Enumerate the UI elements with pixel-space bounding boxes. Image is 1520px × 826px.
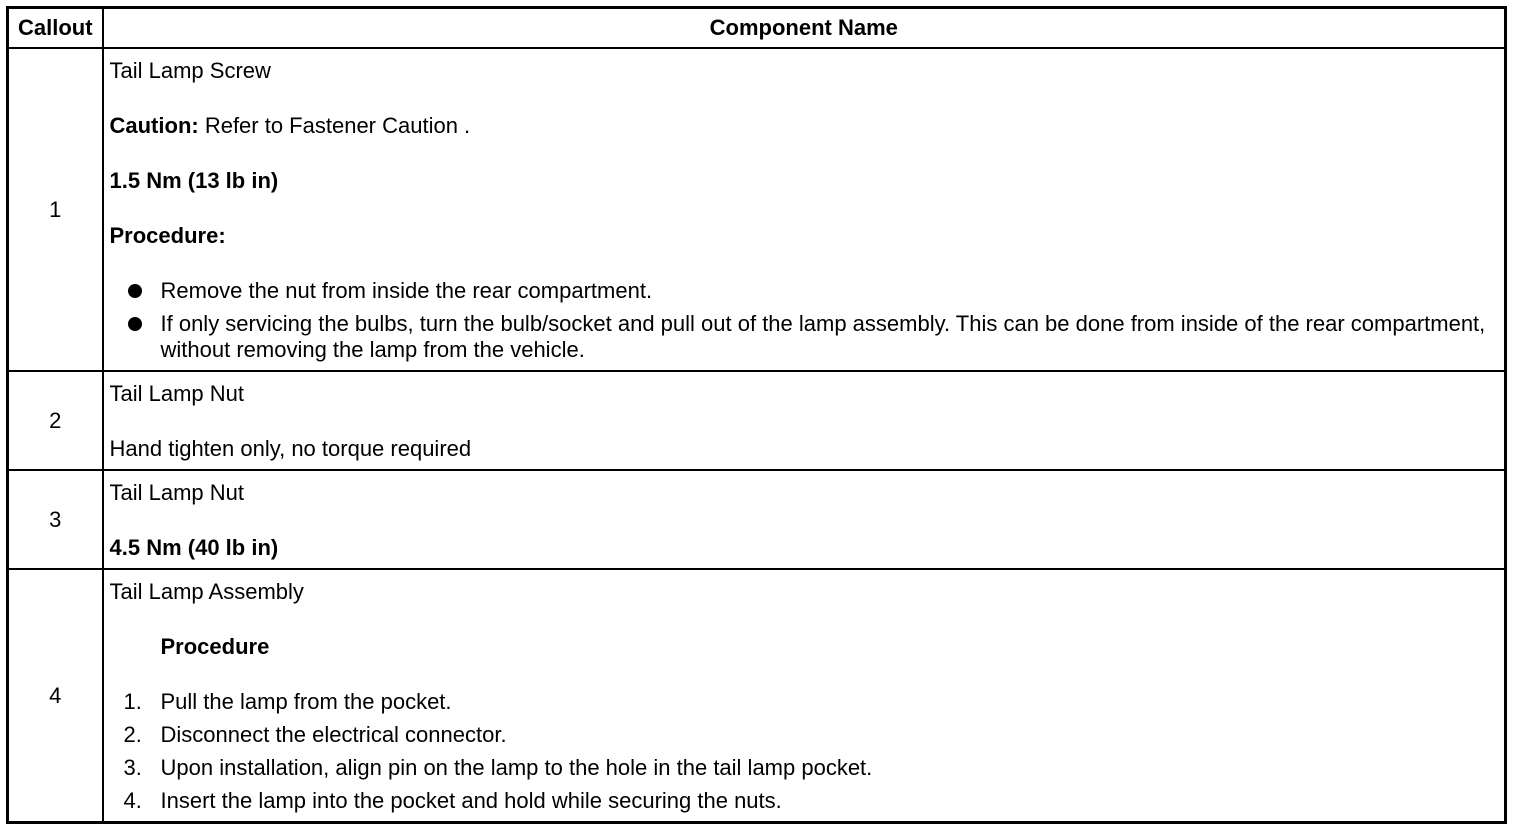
list-item bbox=[110, 311, 1499, 363]
procedure-label: Procedure bbox=[160, 634, 270, 659]
header-component-name: Component Name bbox=[103, 8, 1506, 49]
list-item bbox=[110, 689, 1499, 715]
component-cell bbox=[103, 470, 1506, 569]
table-row bbox=[8, 470, 1506, 569]
table-row bbox=[8, 569, 1506, 823]
component-cell bbox=[103, 569, 1506, 823]
procedure-label: Procedure: bbox=[109, 223, 226, 248]
caution-label: Caution: bbox=[109, 113, 199, 138]
torque-spec: 1.5 Nm (13 lb in) bbox=[109, 168, 279, 193]
component-name: Tail Lamp Nut bbox=[109, 381, 245, 406]
step-text: Disconnect the electrical connector. bbox=[160, 722, 507, 747]
list-item bbox=[110, 722, 1499, 748]
caution-text: Refer to Fastener Caution . bbox=[198, 113, 471, 138]
callout-number: 4 bbox=[8, 569, 103, 823]
step-number: 1. bbox=[123, 689, 142, 714]
step-number: 4. bbox=[123, 788, 142, 813]
bullet-icon bbox=[128, 284, 142, 298]
step-text: Pull the lamp from the pocket. bbox=[160, 689, 452, 714]
bullet-text: If only servicing the bulbs, turn the bulb/socket and pull out of the lamp assembly. This can be done from inside of the rear compartment, without removing the lamp from the vehicle. bbox=[160, 311, 1486, 362]
torque-spec: 4.5 Nm (40 lb in) bbox=[109, 535, 279, 560]
component-name: Tail Lamp Assembly bbox=[109, 579, 304, 604]
caution-line bbox=[110, 113, 1499, 139]
callout-table bbox=[6, 6, 1507, 824]
component-cell bbox=[103, 48, 1506, 371]
component-name: Tail Lamp Nut bbox=[109, 480, 245, 505]
component-note: Hand tighten only, no torque required bbox=[109, 436, 472, 461]
table-row bbox=[8, 48, 1506, 371]
callout-number: 2 bbox=[8, 371, 103, 470]
procedure-bullets bbox=[110, 278, 1499, 363]
header-callout: Callout bbox=[8, 8, 103, 49]
component-name: Tail Lamp Screw bbox=[109, 58, 271, 83]
bullet-text: Remove the nut from inside the rear compartment. bbox=[160, 278, 653, 303]
component-cell bbox=[103, 371, 1506, 470]
bullet-icon bbox=[128, 317, 142, 331]
step-text: Upon installation, align pin on the lamp to the hole in the tail lamp pocket. bbox=[160, 755, 873, 780]
step-text: Insert the lamp into the pocket and hold while securing the nuts. bbox=[160, 788, 782, 813]
callout-number: 1 bbox=[8, 48, 103, 371]
step-number: 2. bbox=[123, 722, 142, 747]
header-row bbox=[8, 8, 1506, 49]
step-number: 3. bbox=[123, 755, 142, 780]
list-item bbox=[110, 788, 1499, 814]
table-row bbox=[8, 371, 1506, 470]
list-item bbox=[110, 278, 1499, 304]
list-item bbox=[110, 755, 1499, 781]
procedure-steps bbox=[110, 689, 1499, 814]
callout-number: 3 bbox=[8, 470, 103, 569]
